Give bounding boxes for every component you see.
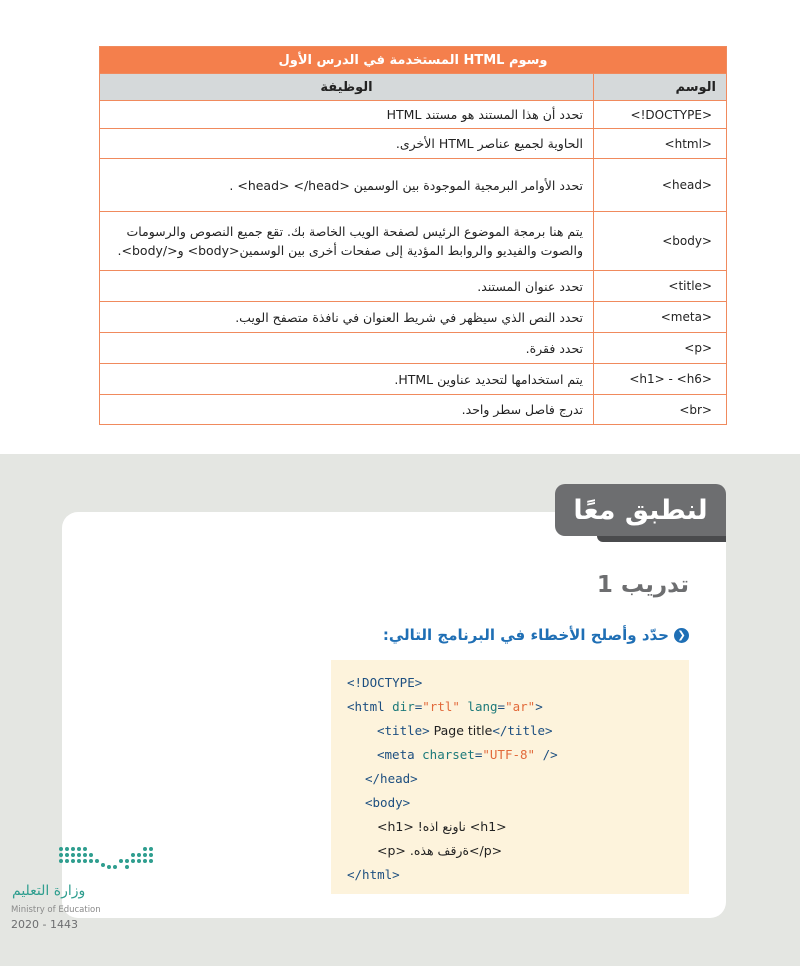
- code-line: <meta charset="UTF-8" />: [377, 747, 558, 762]
- code-token: </head>: [365, 771, 418, 786]
- code-token: <title>: [377, 723, 430, 738]
- code-token: >: [535, 699, 543, 714]
- code-attribute: charset: [422, 747, 475, 762]
- html-tags-table: [99, 46, 727, 425]
- chevron-left-icon: ❮: [674, 628, 689, 643]
- code-line: [347, 675, 422, 690]
- code-line: [347, 867, 400, 882]
- code-line: [377, 843, 502, 858]
- column-header-tag: الوسم: [593, 74, 726, 100]
- code-token: </title>: [492, 723, 553, 738]
- function-cell: تحدد أن هذا المستند هو مستند HTML: [386, 107, 583, 122]
- badge-underline: [597, 536, 726, 542]
- ministry-logo-icon: [58, 845, 154, 873]
- ministry-name-english: Ministry of Education: [11, 905, 101, 915]
- table-row: [100, 333, 726, 364]
- tag-cell: <title>: [593, 271, 726, 301]
- code-line: [377, 723, 553, 738]
- function-cell: تحدد الأوامر البرمجية الموجودة بين الوسمين <head> </head> .: [229, 177, 583, 193]
- table-row: [100, 271, 726, 302]
- table-row: [100, 364, 726, 395]
- code-token: </html>: [347, 867, 400, 882]
- exercise-title: تدريب 1: [596, 572, 689, 598]
- table-header-row: [100, 74, 726, 101]
- code-block: [331, 660, 689, 894]
- code-line: [365, 795, 410, 810]
- table-row: [100, 159, 726, 212]
- function-cell: تدرج فاصل سطر واحد.: [461, 402, 583, 417]
- code-token: <meta: [377, 747, 423, 762]
- function-cell: تحدد عنوان المستند.: [477, 278, 583, 294]
- code-attribute: dir: [392, 699, 415, 714]
- code-text: Page title: [429, 723, 493, 738]
- function-cell: يتم هنا برمجة الموضوع الرئيس لصفحة الويب الخاصة بك. تقع جميع النصوص والرسومات والصوت والفيديو والروابط المؤدية إلى صفحات أخرى بين الوسمين<body> و</body>.: [117, 224, 583, 258]
- tag-cell: <p>: [593, 333, 726, 363]
- function-cell: يتم استخدامها لتحديد عناوين HTML.: [394, 371, 583, 387]
- table-row: [100, 101, 726, 129]
- code-line: <html dir="rtl" lang="ar">: [347, 699, 543, 714]
- ministry-name-arabic: وزارة التعليم: [12, 883, 86, 899]
- code-text: <p> .هذه فقرة</p>: [377, 843, 503, 858]
- code-text: <h1> !هذا عنوان <h1>: [377, 819, 507, 834]
- code-token: <html: [347, 699, 393, 714]
- tag-cell: <head>: [593, 159, 726, 211]
- tag-cell: <h1> - <h6>: [593, 364, 726, 394]
- section-badge: لنطبق معًا: [555, 484, 726, 536]
- tag-cell: <!DOCTYPE>: [593, 101, 726, 128]
- code-token: <body>: [365, 795, 411, 810]
- table-row: [100, 212, 726, 271]
- tag-cell: <html>: [593, 129, 726, 158]
- code-line: [377, 819, 507, 834]
- tag-cell: <meta>: [593, 302, 726, 332]
- code-value: "ar": [505, 699, 536, 714]
- code-value: "UTF-8": [482, 747, 536, 762]
- column-header-function: الوظيفة: [320, 79, 373, 95]
- function-cell: تحدد النص الذي سيظهر في شريط العنوان في نافذة متصفح الويب.: [235, 309, 583, 325]
- instruction-text: حدّد وأصلح الأخطاء في البرنامج التالي:: [382, 626, 669, 644]
- tag-cell: <body>: [593, 212, 726, 270]
- table-row: [100, 395, 726, 424]
- function-cell: الحاوية لجميع عناصر HTML الأخرى.: [395, 136, 583, 151]
- exercise-instruction: [383, 626, 689, 644]
- code-token: />: [535, 747, 558, 762]
- code-attribute: lang: [459, 699, 498, 714]
- table-row: [100, 129, 726, 159]
- function-cell: تحدد فقرة.: [525, 340, 583, 356]
- code-token: <!DOCTYPE>: [347, 675, 423, 690]
- table-row: [100, 302, 726, 333]
- tag-cell: <br>: [593, 395, 726, 424]
- code-line: [365, 771, 418, 786]
- table-title: وسوم HTML المستخدمة في الدرس الأول: [100, 47, 726, 74]
- code-value: "rtl": [422, 699, 460, 714]
- edition-year: 2020 - 1443: [11, 918, 78, 931]
